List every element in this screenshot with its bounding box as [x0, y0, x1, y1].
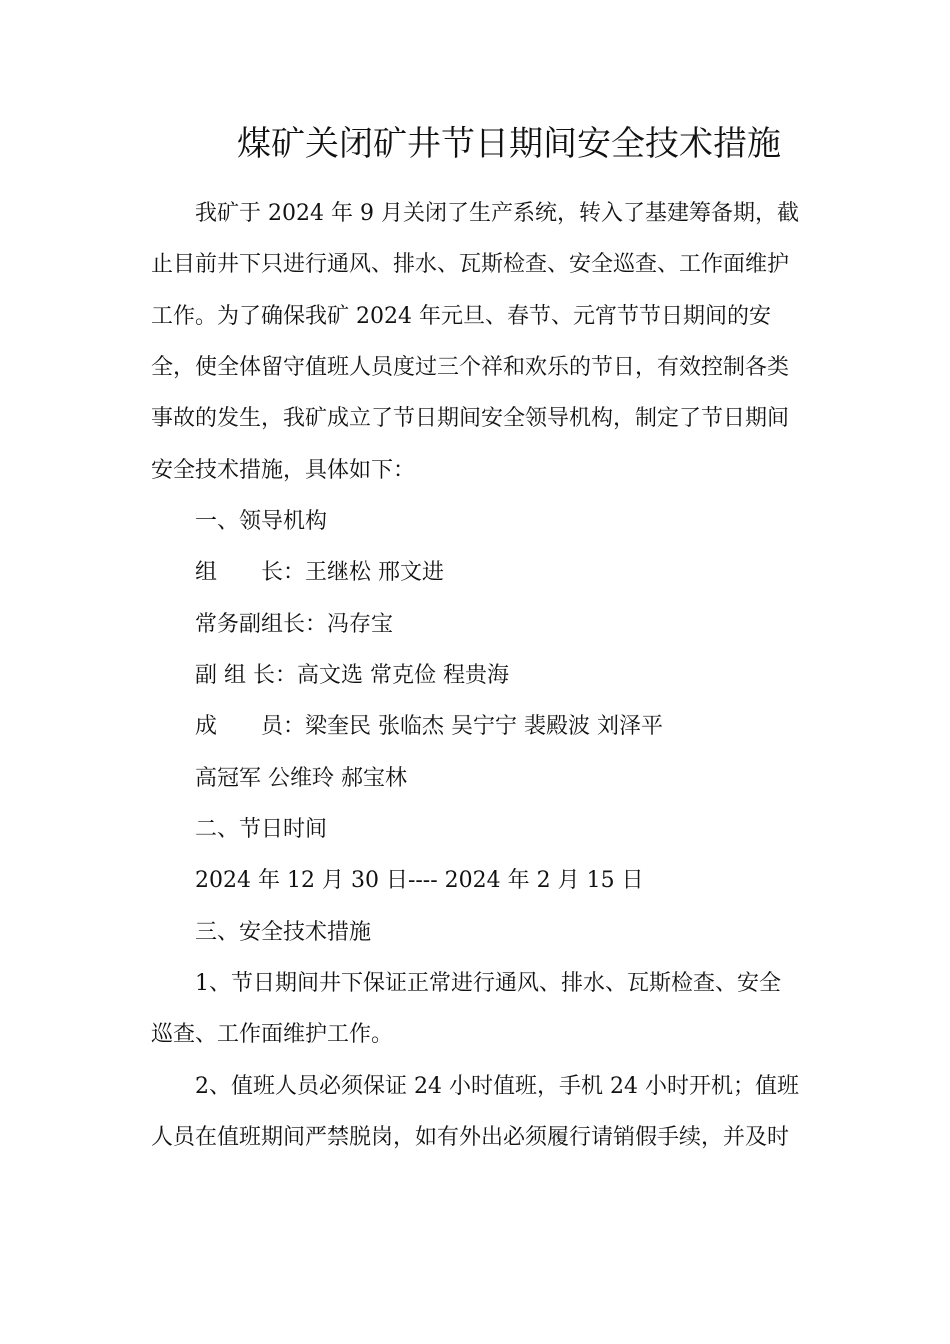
- paragraph-line: 我矿于 2024 年 9 月关闭了生产系统，转入了基建筹备期，截: [195, 201, 799, 226]
- paragraph-line: 人员在值班期间严禁脱岗，如有外出必须履行请销假手续，并及时: [151, 1125, 790, 1150]
- member-line: 成 员：梁奎民 张临杰 吴宁宁 裴殿波 刘泽平: [195, 714, 663, 739]
- member-line: 组 长：王继松 邢文进: [195, 560, 444, 585]
- section-heading: 二、节日时间: [195, 817, 328, 842]
- paragraph-line: 安全技术措施，具体如下：: [151, 458, 416, 483]
- paragraph-line: 止目前井下只进行通风、排水、瓦斯检查、安全巡查、工作面维护: [151, 252, 790, 277]
- paragraph-line: 2、值班人员必须保证 24 小时值班，手机 24 小时开机；值班: [195, 1074, 799, 1099]
- section-heading: 一、领导机构: [195, 509, 328, 534]
- member-line: 常务副组长：冯存宝: [195, 612, 394, 637]
- paragraph-line: 1、节日期间井下保证正常进行通风、排水、瓦斯检查、安全: [195, 971, 781, 996]
- paragraph-line: 全，使全体留守值班人员度过三个祥和欢乐的节日，有效控制各类: [151, 355, 790, 380]
- date-range-line: 2024 年 12 月 30 日---- 2024 年 2 月 15 日: [195, 868, 644, 893]
- member-line: 高冠军 公维玲 郝宝林: [195, 766, 407, 791]
- paragraph-line: 巡查、工作面维护工作。: [151, 1022, 394, 1047]
- member-line: 副 组 长：高文选 常克俭 程贵海: [195, 663, 509, 688]
- document-title: 煤矿关闭矿井节日期间安全技术措施: [237, 124, 781, 164]
- section-heading: 三、安全技术措施: [195, 920, 372, 945]
- paragraph-line: 工作。为了确保我矿 2024 年元旦、春节、元宵节节日期间的安: [151, 304, 771, 329]
- paragraph-line: 事故的发生，我矿成立了节日期间安全领导机构，制定了节日期间: [151, 406, 790, 431]
